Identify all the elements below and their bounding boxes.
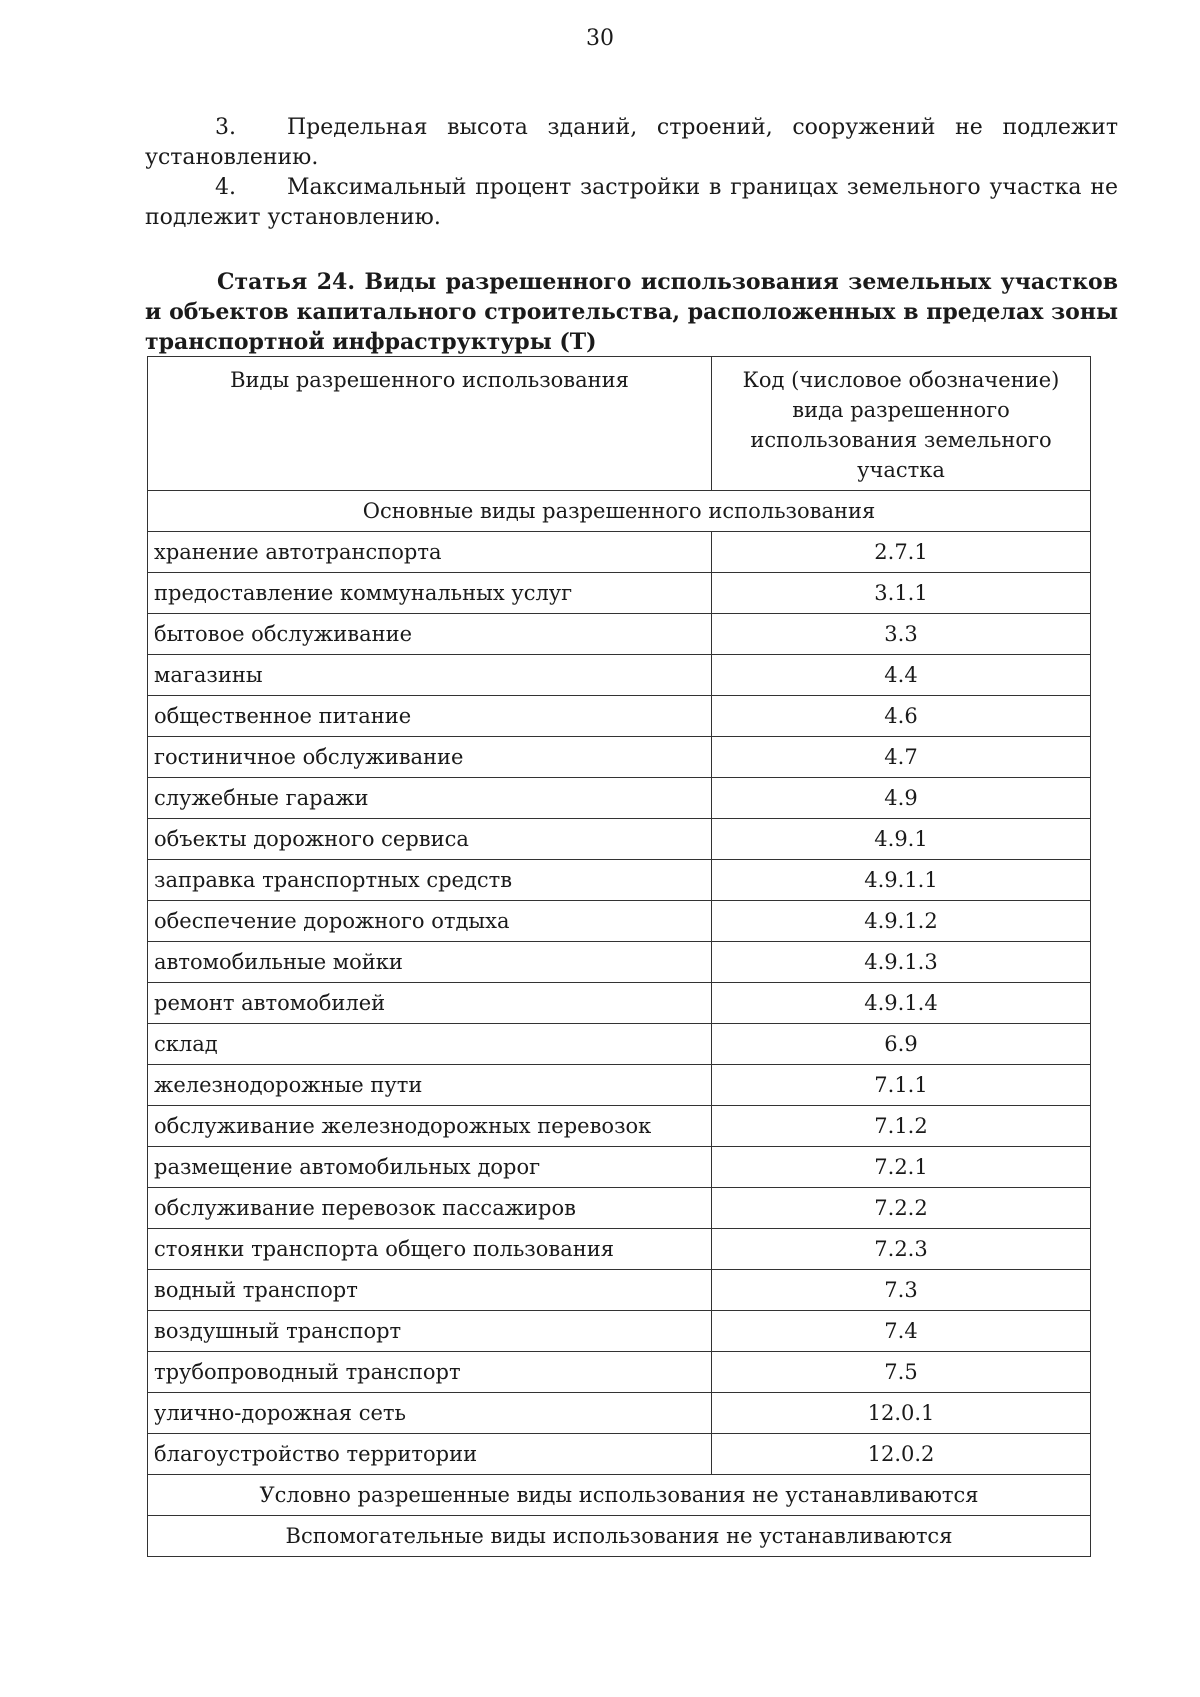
use-code-cell: 4.7 [712, 737, 1091, 778]
table-row [148, 860, 1091, 901]
use-code-cell: 4.9 [712, 778, 1091, 819]
table-row [148, 778, 1091, 819]
use-type-cell: бытовое обслуживание [148, 614, 712, 655]
table-row [148, 1229, 1091, 1270]
use-code-cell: 3.1.1 [712, 573, 1091, 614]
use-code-cell: 4.9.1 [712, 819, 1091, 860]
table-row [148, 573, 1091, 614]
use-code-cell: 2.7.1 [712, 532, 1091, 573]
use-type-cell: предоставление коммунальных услуг [148, 573, 712, 614]
table-row [148, 983, 1091, 1024]
table-row [148, 1106, 1091, 1147]
section-title: Основные виды разрешенного использования [148, 491, 1091, 532]
use-type-cell: ремонт автомобилей [148, 983, 712, 1024]
table-row [148, 1393, 1091, 1434]
use-code-cell: 7.3 [712, 1270, 1091, 1311]
use-type-cell: обслуживание перевозок пассажиров [148, 1188, 712, 1229]
use-type-cell: стоянки транспорта общего пользования [148, 1229, 712, 1270]
table-row [148, 1024, 1091, 1065]
section-row-auxiliary [148, 1516, 1091, 1557]
table-row [148, 1188, 1091, 1229]
use-code-cell: 7.2.3 [712, 1229, 1091, 1270]
section-title: Вспомогательные виды использования не устанавливаются [148, 1516, 1091, 1557]
table-row [148, 655, 1091, 696]
paragraph-text: Предельная высота зданий, строений, сооружений не подлежит установлению. [145, 115, 1118, 170]
table-row [148, 696, 1091, 737]
use-code-cell: 12.0.2 [712, 1434, 1091, 1475]
section-row-conditional [148, 1475, 1091, 1516]
table-row [148, 942, 1091, 983]
use-code-cell: 7.2.2 [712, 1188, 1091, 1229]
use-type-cell: хранение автотранспорта [148, 532, 712, 573]
table-header-row [148, 357, 1091, 491]
use-type-cell: магазины [148, 655, 712, 696]
table-row [148, 532, 1091, 573]
use-type-cell: заправка транспортных средств [148, 860, 712, 901]
use-code-cell: 4.9.1.2 [712, 901, 1091, 942]
section-row-main [148, 491, 1091, 532]
use-code-cell: 4.9.1.3 [712, 942, 1091, 983]
use-type-cell: обслуживание железнодорожных перевозок [148, 1106, 712, 1147]
table-row [148, 1270, 1091, 1311]
use-code-cell: 4.9.1.1 [712, 860, 1091, 901]
use-code-cell: 7.1.2 [712, 1106, 1091, 1147]
use-type-cell: железнодорожные пути [148, 1065, 712, 1106]
use-code-cell: 12.0.1 [712, 1393, 1091, 1434]
paragraph-number: 4. [215, 175, 236, 200]
paragraph [145, 113, 1118, 173]
paragraph-text: Максимальный процент застройки в границах земельного участка не подлежит установлению. [145, 175, 1118, 230]
land-use-table [147, 356, 1091, 1557]
section-title: Условно разрешенные виды использования не устанавливаются [148, 1475, 1091, 1516]
use-type-cell: благоустройство территории [148, 1434, 712, 1475]
use-type-cell: общественное питание [148, 696, 712, 737]
page-number: 30 [586, 26, 614, 51]
use-type-cell: улично-дорожная сеть [148, 1393, 712, 1434]
table-row [148, 901, 1091, 942]
use-code-cell: 4.4 [712, 655, 1091, 696]
use-code-cell: 3.3 [712, 614, 1091, 655]
use-type-cell: автомобильные мойки [148, 942, 712, 983]
paragraph [145, 173, 1118, 233]
use-code-cell: 7.5 [712, 1352, 1091, 1393]
use-type-cell: служебные гаражи [148, 778, 712, 819]
table-row [148, 614, 1091, 655]
use-type-cell: трубопроводный транспорт [148, 1352, 712, 1393]
table-row [148, 1311, 1091, 1352]
use-type-cell: водный транспорт [148, 1270, 712, 1311]
use-type-cell: гостиничное обслуживание [148, 737, 712, 778]
table-row [148, 737, 1091, 778]
use-code-cell: 4.6 [712, 696, 1091, 737]
use-type-cell: воздушный транспорт [148, 1311, 712, 1352]
use-type-cell: обеспечение дорожного отдыха [148, 901, 712, 942]
table-row [148, 1434, 1091, 1475]
use-code-cell: 4.9.1.4 [712, 983, 1091, 1024]
use-code-cell: 7.1.1 [712, 1065, 1091, 1106]
use-code-cell: 7.2.1 [712, 1147, 1091, 1188]
article-title: Статья 24. Виды разрешенного использования земельных участков и объектов капитального строительства, расположенных в пределах зоны транспортной инфраструктуры (Т) [145, 269, 1118, 355]
use-type-cell: размещение автомобильных дорог [148, 1147, 712, 1188]
use-code-cell: 7.4 [712, 1311, 1091, 1352]
use-type-cell: склад [148, 1024, 712, 1065]
header-code: Код (числовое обозначение) вида разрешенного использования земельного участка [712, 357, 1091, 491]
table-row [148, 1065, 1091, 1106]
use-type-cell: объекты дорожного сервиса [148, 819, 712, 860]
numbered-paragraphs [145, 113, 1118, 233]
table-row [148, 819, 1091, 860]
table-row [148, 1147, 1091, 1188]
paragraph-number: 3. [215, 115, 236, 140]
header-use-type: Виды разрешенного использования [148, 357, 712, 491]
use-code-cell: 6.9 [712, 1024, 1091, 1065]
table-row [148, 1352, 1091, 1393]
